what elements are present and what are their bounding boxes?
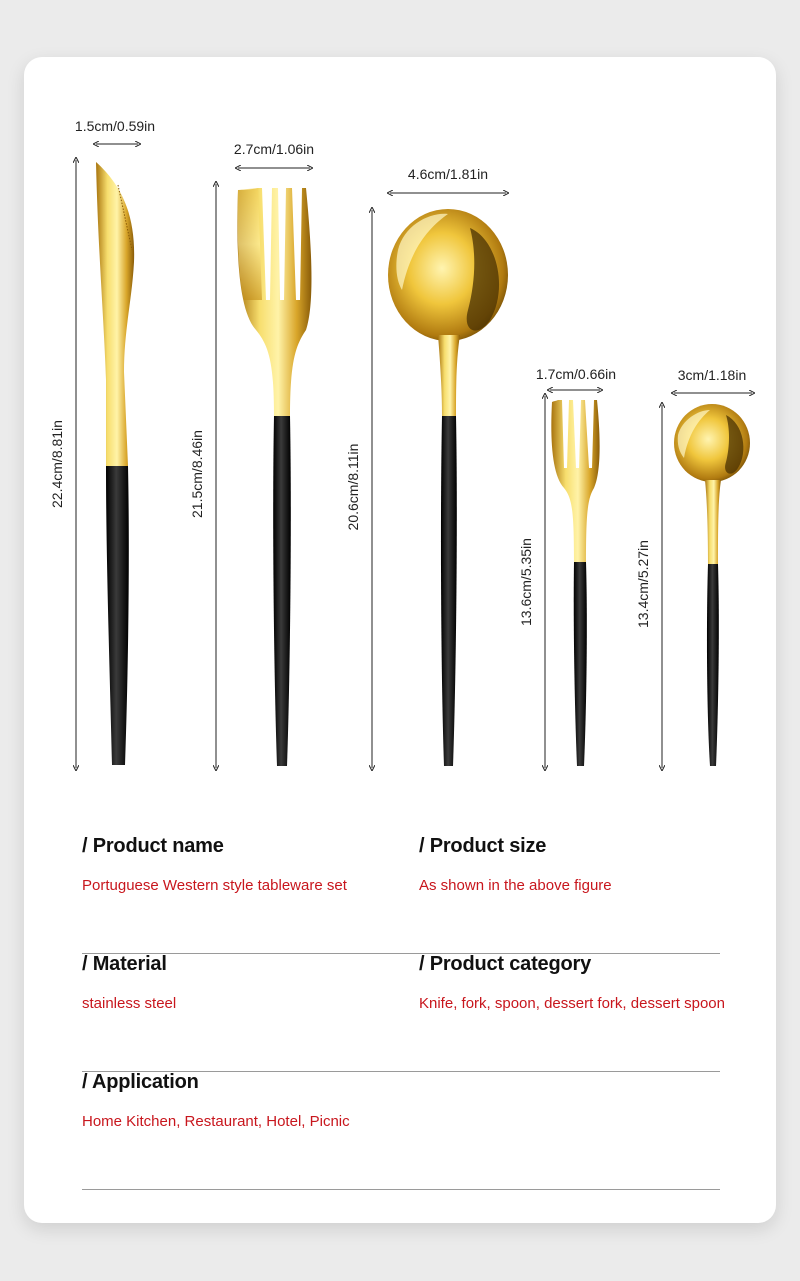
material-value: stainless steel — [82, 995, 177, 1012]
dessert-fork-length-dimension — [518, 396, 545, 768]
spoon-width-label: 4.6cm/1.81in — [407, 166, 489, 182]
knife-width-label: 1.5cm/0.59in — [74, 118, 156, 134]
knife-length-label: 22.4cm/8.81in — [49, 420, 65, 508]
application-value: Home Kitchen, Restaurant, Hotel, Picnic — [82, 1113, 350, 1130]
dessert-fork-length-label: 13.6cm/5.35in — [518, 538, 534, 626]
dessert-spoon-length-label: 13.4cm/5.27in — [635, 540, 651, 628]
fork-length-label: 21.5cm/8.46in — [189, 430, 205, 518]
fork — [237, 188, 311, 766]
product-size-heading: / Product size — [419, 835, 547, 857]
knife — [96, 162, 134, 765]
product-name-value: Portuguese Western style tableware set — [82, 877, 347, 894]
spoon — [388, 209, 508, 766]
fork-width-label: 2.7cm/1.06in — [233, 141, 315, 157]
spoon-width-dimension — [390, 166, 506, 193]
product-size-value: As shown in the above figure — [419, 877, 612, 894]
dessert-spoon — [674, 404, 750, 766]
info-row — [82, 1071, 720, 1190]
knife-width-dimension — [75, 118, 155, 144]
dessert-spoon-width-dimension — [674, 367, 752, 393]
spoon-length-dimension — [345, 210, 372, 768]
info-row — [82, 835, 720, 954]
product-category-value: Knife, fork, spoon, dessert fork, dessert spoon — [419, 995, 725, 1012]
dessert-spoon-width-label: 3cm/1.18in — [677, 367, 747, 383]
knife-length-dimension — [49, 160, 76, 768]
dessert-fork — [551, 400, 599, 766]
product-name-heading: / Product name — [82, 835, 224, 857]
dessert-fork-width-label: 1.7cm/0.66in — [535, 366, 617, 382]
fork-width-dimension — [234, 141, 314, 168]
info-row — [82, 953, 725, 1072]
fork-length-dimension — [189, 184, 216, 768]
spoon-length-label: 20.6cm/8.11in — [345, 443, 361, 531]
material-heading: / Material — [82, 953, 167, 975]
dessert-spoon-length-dimension — [635, 405, 662, 768]
dessert-fork-width-dimension — [536, 366, 616, 390]
application-heading: / Application — [82, 1071, 199, 1093]
product-category-heading: / Product category — [419, 953, 591, 975]
